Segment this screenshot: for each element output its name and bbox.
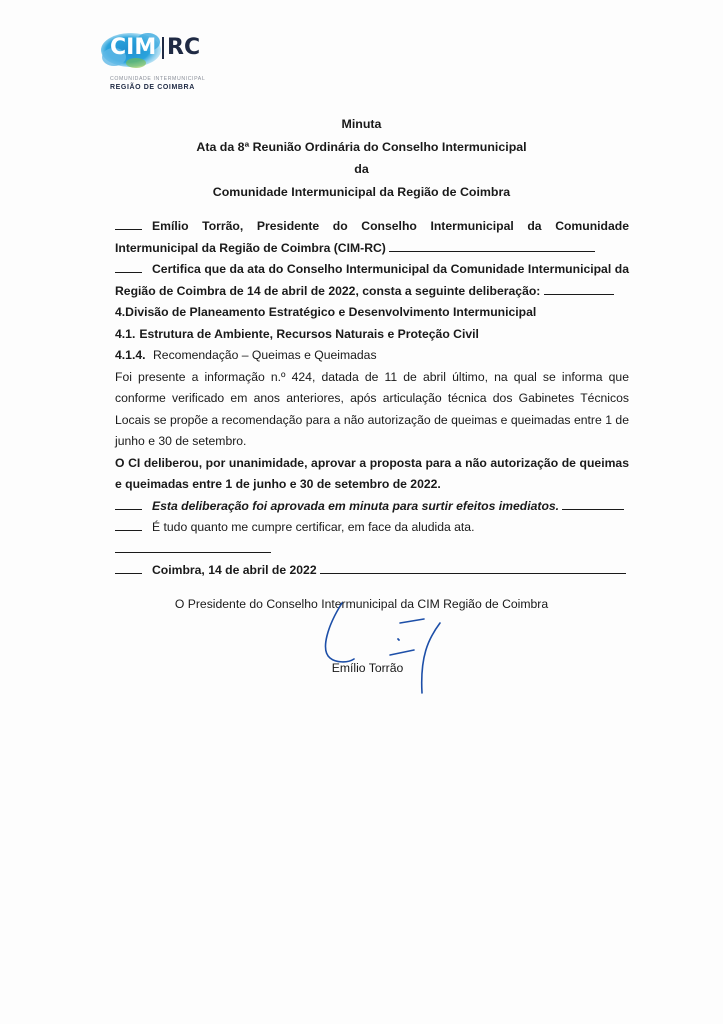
certify-line-2	[115, 281, 629, 303]
handwritten-signature-icon	[320, 595, 460, 700]
section-4-1-number: 4.1.	[115, 326, 136, 341]
heading-organization: Comunidade Intermunicipal da Região de Coimbra	[212, 184, 511, 199]
document-heading	[0, 113, 723, 203]
certify-all-line	[115, 517, 629, 560]
certify-text-2: Região de Coimbra de 14 de abril de 2022, consta a seguinte deliberação:	[115, 283, 541, 298]
section-4-1-4-number: 4.1.4.	[115, 348, 146, 362]
date-text: Coimbra, 14 de abril de 2022	[152, 563, 317, 577]
fill-line	[544, 293, 614, 295]
fill-line	[115, 508, 142, 510]
fill-line	[562, 508, 624, 510]
info-paragraph: Foi presente a informação n.º 424, datada de 11 de abril último, na qual se informa que conforme verificado em anos anteriores, após articulação técnica dos Gabinetes Técnicos Locais se propõe a recomendação para a não autorização de queimas e queimadas entre 1 de junho e 30 de setembro.	[115, 369, 629, 448]
fill-line	[115, 529, 142, 531]
logo-divider	[162, 37, 164, 59]
decision-paragraph: O CI deliberou, por unanimidade, aprovar a proposta para a não autorização de queimas e queimadas entre 1 de junho e 30 de setembro de 2022.	[115, 455, 629, 491]
section-4-1-title: Estrutura de Ambiente, Recursos Naturais e Proteção Civil	[139, 326, 479, 341]
fill-line	[115, 228, 142, 230]
intro-text-1: Emílio Torrão, Presidente do Conselho Intermunicipal da Comunidade	[152, 219, 629, 233]
logo-subtitle: COMUNIDADE INTERMUNICIPAL	[110, 76, 206, 82]
section-4-1-4-heading	[115, 345, 629, 367]
signatory-name: Emílio Torrão	[331, 661, 404, 675]
intro-line-1	[115, 216, 629, 238]
approved-line	[115, 496, 629, 518]
date-line	[115, 560, 629, 582]
approved-text: Esta deliberação foi aprovada em minuta para surtir efeitos imediatos.	[152, 498, 560, 513]
cim-rc-logo	[100, 28, 230, 98]
heading-meeting: Ata da 8ª Reunião Ordinária do Conselho Intermunicipal	[196, 139, 527, 154]
fill-line	[320, 572, 626, 574]
signature-title: O Presidente do Conselho Intermunicipal da CIM Região de Coimbra	[174, 597, 549, 611]
certify-all-text: É tudo quanto me cumpre certificar, em face da aludida ata.	[152, 520, 475, 534]
intro-line-2	[115, 238, 629, 260]
certify-text-1: Certifica que da ata do Conselho Intermunicipal da Comunidade Intermunicipal da	[152, 262, 629, 276]
section-4-1-heading	[115, 324, 629, 346]
fill-line	[389, 250, 595, 252]
heading-da: da	[354, 162, 369, 176]
certify-line-1	[115, 259, 629, 281]
fill-line	[115, 271, 142, 273]
section-4-heading: 4.Divisão de Planeamento Estratégico e Desenvolvimento Intermunicipal	[115, 305, 537, 319]
section-4-1-4-title: Recomendação – Queimas e Queimadas	[153, 348, 377, 362]
document-body	[115, 216, 629, 582]
intro-text-2: Intermunicipal da Região de Coimbra (CIM-RC)	[115, 240, 386, 255]
logo-region: REGIÃO DE COIMBRA	[110, 84, 195, 91]
logo-cim-text: CIM	[110, 35, 157, 60]
logo-rc-text: RC	[167, 35, 201, 60]
fill-line	[115, 551, 271, 553]
fill-line	[115, 572, 142, 574]
heading-minuta: Minuta	[341, 117, 382, 131]
